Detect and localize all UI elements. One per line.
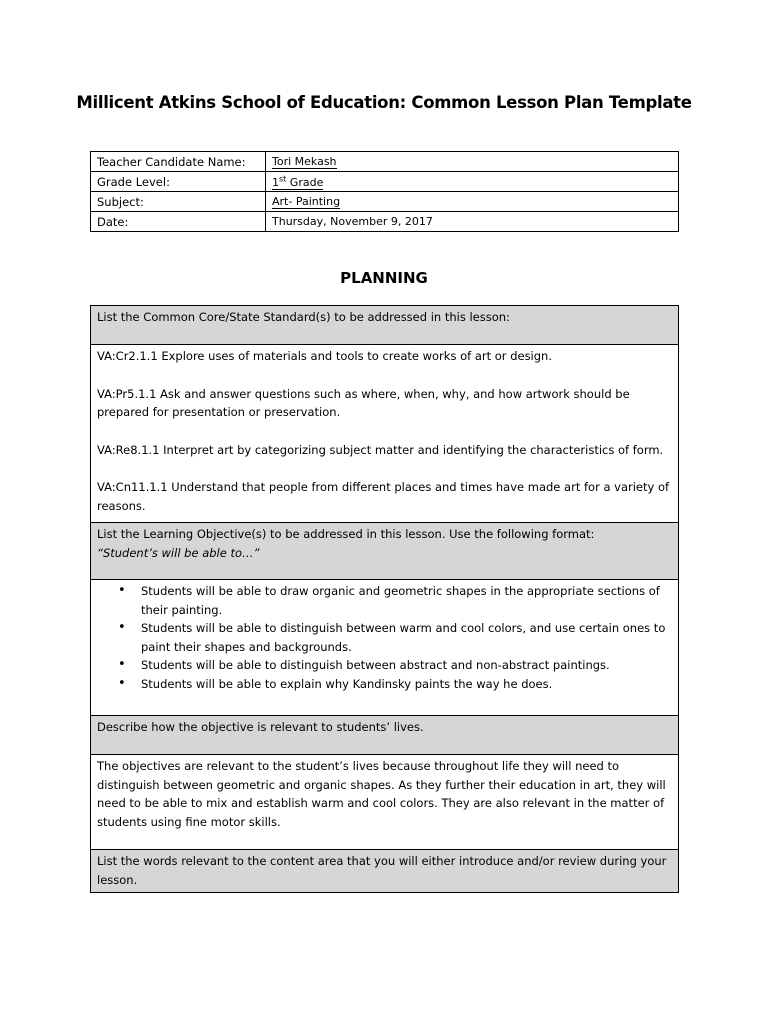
- relevance-text: The objectives are relevant to the student’s lives because throughout life they will need to distinguish between geometric and organic shapes. As they further their education in art, they will need to be able to mix and establish warm and cool colors. They are also relevant in the matter of students using fine motor skills.: [91, 755, 679, 850]
- date-value: Thursday, November 9, 2017: [266, 212, 679, 232]
- objectives-cell: [91, 580, 679, 716]
- relevance-prompt-row: [91, 716, 679, 755]
- grade-label: Grade Level:: [91, 172, 266, 192]
- relevance-row: [91, 755, 679, 850]
- objectives-format: “Student’s will be able to…”: [97, 545, 260, 560]
- subject-text: Art- Painting: [272, 195, 341, 208]
- standards-row: [91, 345, 679, 523]
- date-row: [91, 212, 679, 232]
- document-title: Millicent Atkins School of Education: Common Lesson Plan Template: [76, 93, 692, 112]
- vocab-prompt: List the words relevant to the content area that you will either introduce and/or review during your lesson.: [91, 850, 679, 893]
- objectives-list: [97, 582, 672, 693]
- standard-item: VA:Cn11.1.1 Understand that people from different places and times have made art for a variety of reasons.: [97, 480, 670, 513]
- grade-row: [91, 172, 679, 192]
- subject-label: Subject:: [91, 192, 266, 212]
- date-label: Date:: [91, 212, 266, 232]
- grade-word: Grade: [286, 175, 324, 189]
- standard-item: VA:Pr5.1.1 Ask and answer questions such as where, when, why, and how artwork should be prepared for presentation or preservation.: [97, 386, 630, 419]
- objectives-prompt: List the Learning Objective(s) to be addressed in this lesson. Use the following format:: [97, 527, 595, 541]
- objectives-prompt-cell: [91, 523, 679, 580]
- relevance-prompt: Describe how the objective is relevant to students’ lives.: [91, 716, 679, 755]
- standard-item: VA:Re8.1.1 Interpret art by categorizing subject matter and identifying the characteristics of form.: [97, 442, 664, 457]
- vocab-prompt-row: [91, 850, 679, 893]
- teacher-value: [266, 152, 679, 172]
- lesson-info-table: [90, 151, 679, 232]
- standards-cell: [91, 345, 679, 523]
- standards-prompt: List the Common Core/State Standard(s) to be addressed in this lesson:: [91, 306, 679, 345]
- teacher-name: Tori Mekash: [272, 155, 337, 168]
- planning-heading: PLANNING: [340, 269, 428, 287]
- subject-row: [91, 192, 679, 212]
- grade-value: [266, 172, 679, 192]
- objectives-prompt-row: [91, 523, 679, 580]
- grade-text: [272, 176, 323, 190]
- teacher-row: [91, 152, 679, 172]
- grade-number: 1: [272, 175, 279, 189]
- objectives-row: [91, 580, 679, 716]
- standard-item: VA:Cr2.1.1 Explore uses of materials and tools to create works of art or design.: [97, 349, 552, 363]
- planning-table: [90, 305, 679, 893]
- grade-ordinal: st: [279, 174, 287, 184]
- subject-value: [266, 192, 679, 212]
- teacher-label: Teacher Candidate Name:: [91, 152, 266, 172]
- objective-item: • Students will be able to explain why Kandinsky paints the way he does.: [141, 675, 672, 694]
- objective-item: • Students will be able to distinguish between abstract and non-abstract paintings.: [141, 656, 672, 675]
- objective-item: • Students will be able to draw organic and geometric shapes in the appropriate sections of their painting.: [141, 582, 672, 619]
- standards-prompt-row: [91, 306, 679, 345]
- objective-item: • Students will be able to distinguish between warm and cool colors, and use certain ones to paint their shapes and backgrounds.: [141, 619, 672, 656]
